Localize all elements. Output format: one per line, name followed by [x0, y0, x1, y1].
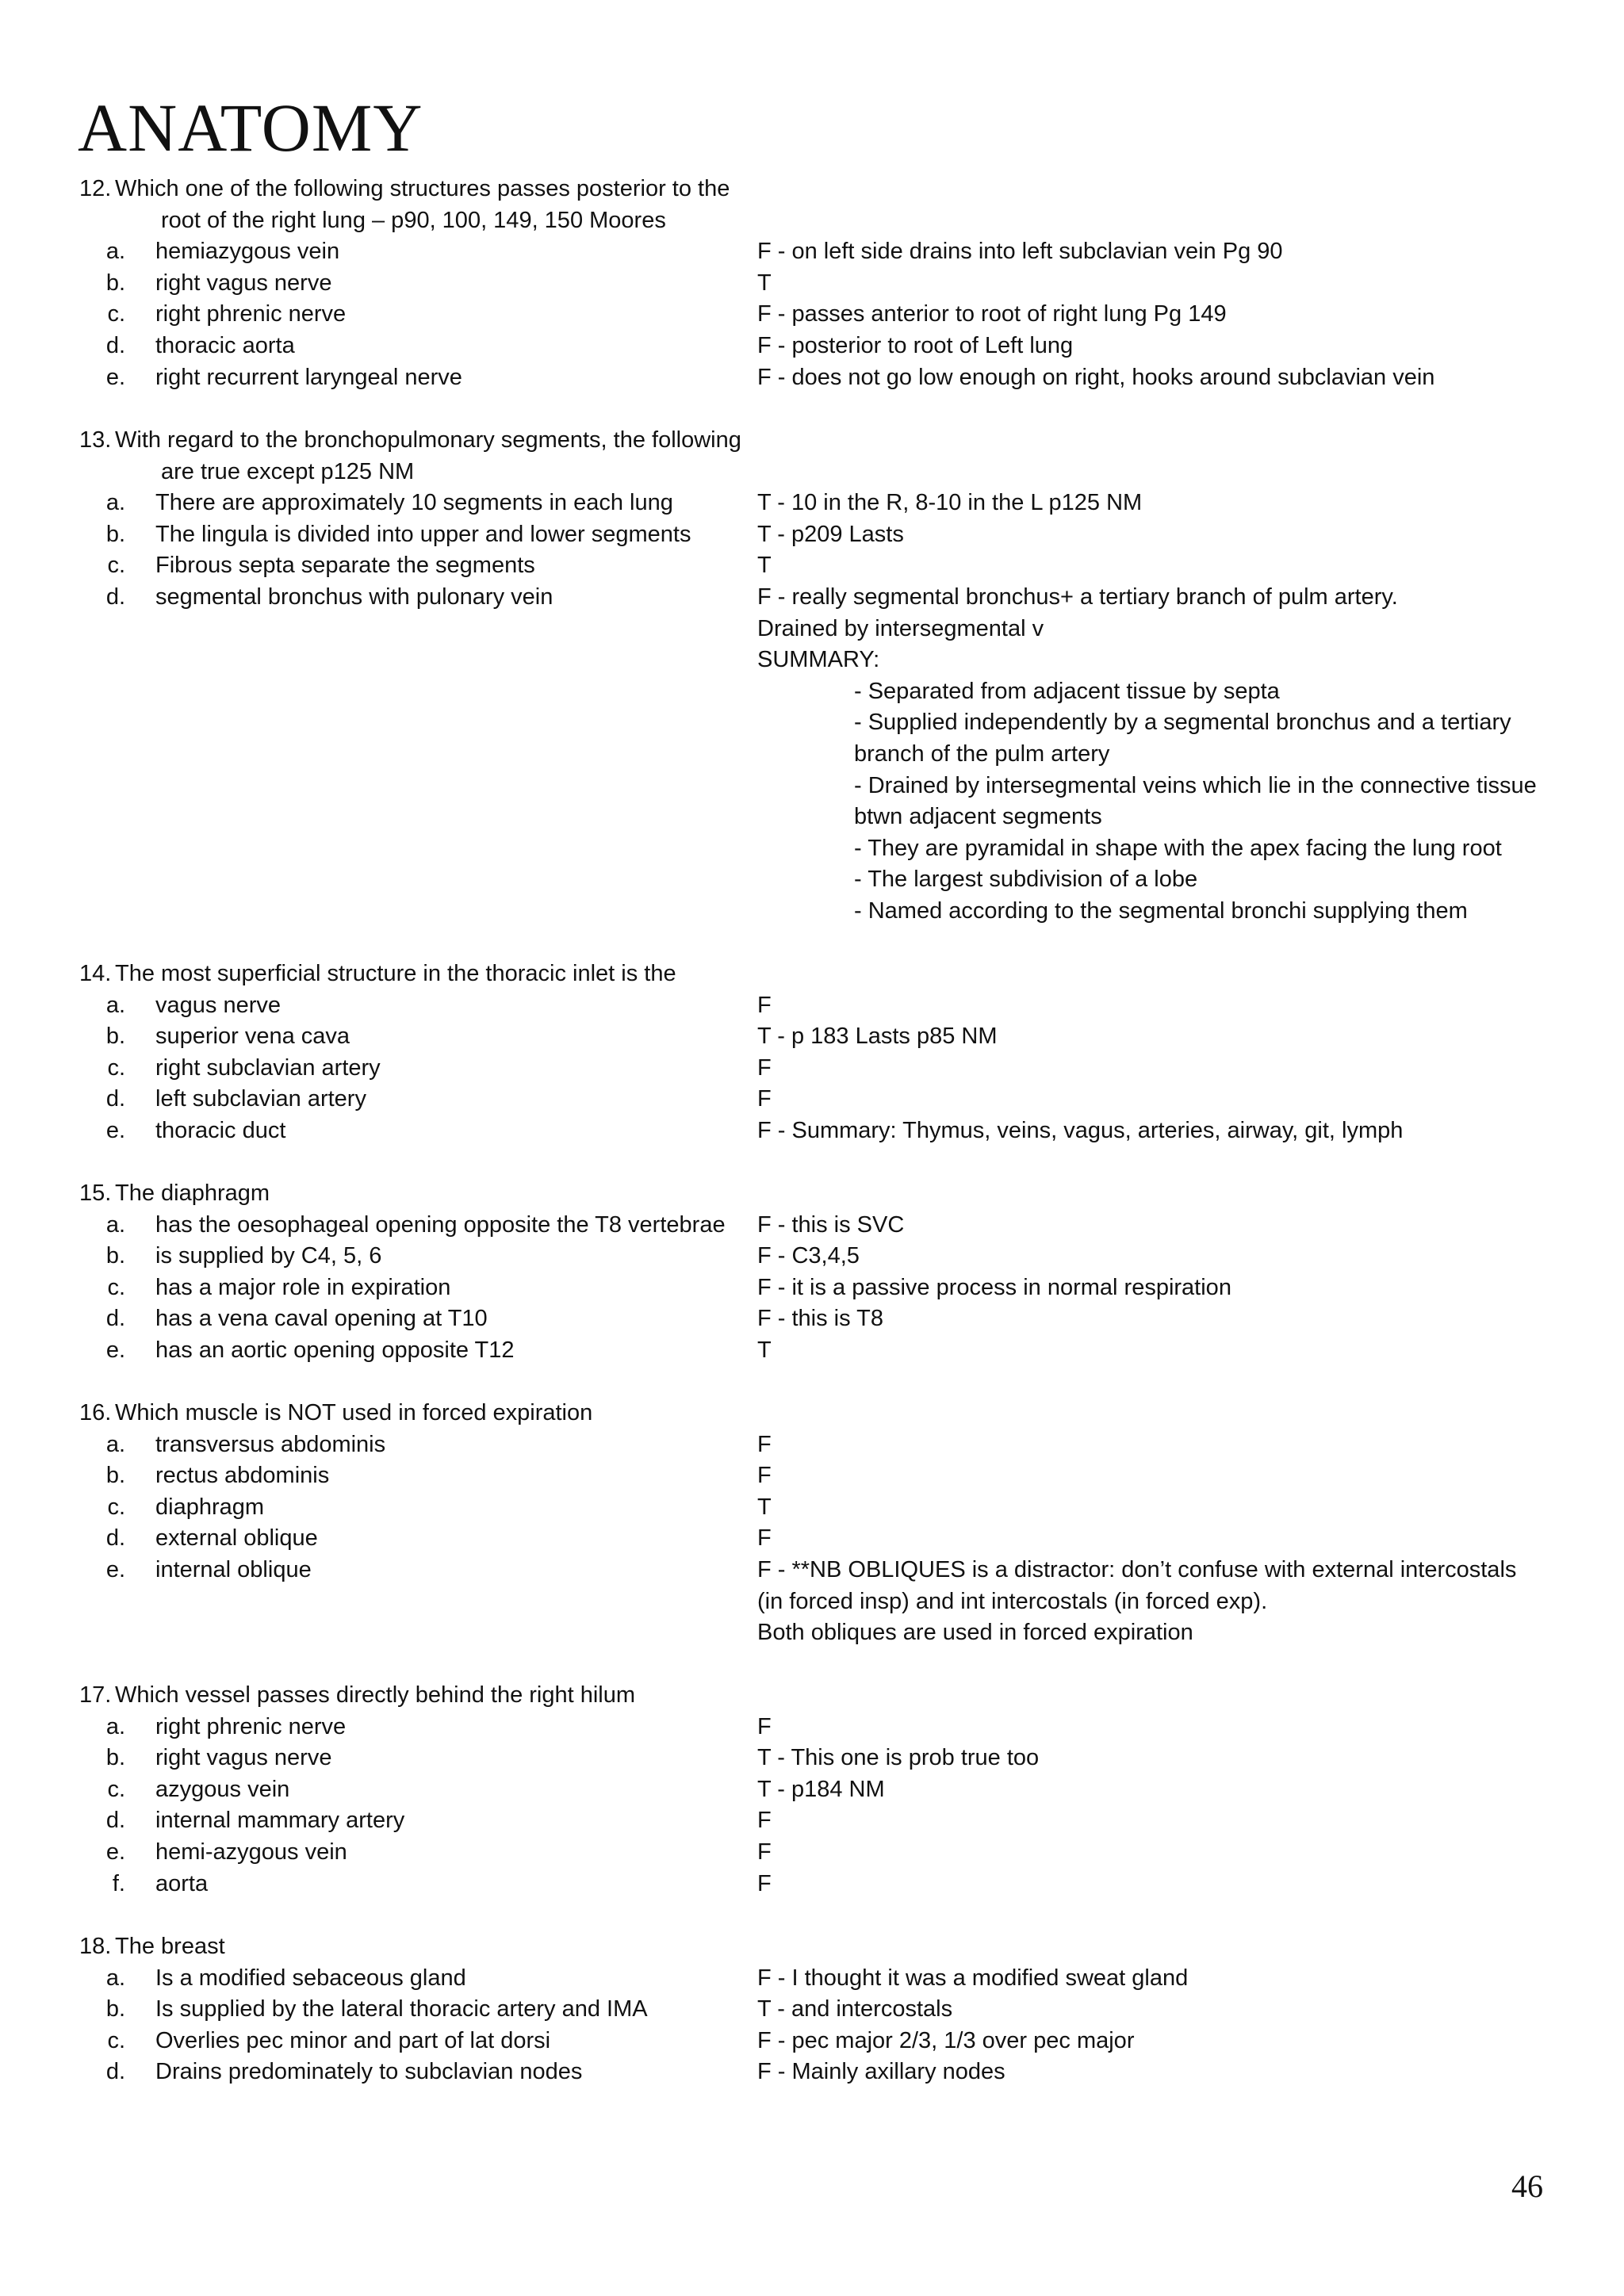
option-text: right vagus nerve	[155, 270, 332, 296]
option-letter: c.	[107, 1494, 125, 1520]
option-row	[0, 2028, 1624, 2060]
option-letter: c.	[107, 1776, 125, 1802]
summary-line: btwn adjacent segments	[854, 804, 1102, 830]
question-15	[0, 1181, 1624, 1369]
option-answer: T	[757, 270, 772, 296]
question-14	[0, 961, 1624, 1150]
option-letter: c.	[107, 2027, 125, 2053]
summary-line: - Separated from adjacent tissue by septa	[854, 678, 1280, 704]
question-number: 15.	[79, 1181, 112, 1206]
option-letter: a.	[105, 490, 125, 516]
option-row	[0, 1745, 1624, 1777]
option-answer: F - Mainly axillary nodes	[757, 2059, 1005, 2085]
option-text: rectus abdominis	[155, 1463, 330, 1489]
option-letter: c.	[107, 1054, 125, 1081]
question-stem: Which vessel passes directly behind the right hilum	[115, 1682, 636, 1708]
option-text: diaphragm	[155, 1494, 265, 1520]
summary-line: - The largest subdivision of a lobe	[854, 867, 1198, 893]
option-row	[0, 1839, 1624, 1871]
option-row	[0, 239, 1624, 270]
option-letter: a.	[105, 1211, 125, 1238]
option-letter: b.	[105, 1024, 125, 1050]
option-text: There are approximately 10 segments in each lung	[155, 490, 673, 516]
question-17	[0, 1682, 1624, 1902]
option-answer: F - really segmental bronchus+ a tertiary branch of pulm artery.	[757, 584, 1398, 610]
option-row	[0, 1525, 1624, 1557]
question-stem: Which muscle is NOT used in forced expiration	[115, 1400, 593, 1425]
option-text: has a major role in expiration	[155, 1274, 451, 1300]
option-text: thoracic aorta	[155, 332, 295, 358]
option-row	[0, 1306, 1624, 1337]
option-letter: e.	[105, 1337, 125, 1363]
option-text: hemi-azygous vein	[155, 1839, 347, 1865]
option-letter: e.	[105, 1839, 125, 1865]
option-row	[0, 333, 1624, 365]
option-text: transversus abdominis	[155, 1431, 386, 1457]
option-answer: F	[757, 1086, 772, 1112]
option-answer: F - passes anterior to root of right lung Pg 149	[757, 301, 1227, 327]
option-row	[0, 1432, 1624, 1464]
option-row	[0, 584, 1624, 616]
option-answer: F - this is T8	[757, 1306, 883, 1332]
option-text: has the oesophageal opening opposite the T8 vertebrae	[155, 1211, 726, 1238]
question-18	[0, 1934, 1624, 2091]
question-stem-continued: root of the right lung – p90, 100, 149, 150 Moores	[161, 207, 666, 233]
option-letter: d.	[105, 332, 125, 358]
option-text: external oblique	[155, 1525, 318, 1552]
option-row	[0, 1996, 1624, 2028]
option-row	[0, 301, 1624, 333]
option-letter: c.	[107, 553, 125, 579]
question-stem: The diaphragm	[115, 1181, 270, 1206]
option-row	[0, 522, 1624, 553]
option-row	[0, 1024, 1624, 1055]
option-answer: T - and intercostals	[757, 1996, 953, 2022]
question-12	[0, 176, 1624, 396]
question-stem: Which one of the following structures passes posterior to the	[115, 176, 730, 201]
option-letter: e.	[105, 1117, 125, 1143]
option-text: azygous vein	[155, 1776, 290, 1802]
option-text: Is supplied by the lateral thoracic artery and IMA	[155, 1996, 648, 2022]
option-answer: F - Summary: Thymus, veins, vagus, arteries, airway, git, lymph	[757, 1117, 1404, 1143]
option-row	[0, 1243, 1624, 1275]
option-answer: F	[757, 1525, 772, 1552]
option-letter: c.	[107, 1274, 125, 1300]
option-row	[0, 365, 1624, 396]
option-text: Fibrous septa separate the segments	[155, 553, 535, 579]
option-row	[0, 1212, 1624, 1244]
option-text: right vagus nerve	[155, 1745, 332, 1771]
option-answer: F - does not go low enough on right, hooks around subclavian vein	[757, 364, 1435, 390]
option-text: internal oblique	[155, 1556, 312, 1582]
option-letter: d.	[105, 1525, 125, 1552]
option-answer: F - it is a passive process in normal respiration	[757, 1274, 1231, 1300]
option-row	[0, 1086, 1624, 1118]
answer-note: (in forced insp) and int intercostals (in forced exp).	[757, 1588, 1268, 1614]
option-letter: a.	[105, 239, 125, 265]
option-letter: d.	[105, 584, 125, 610]
page-title: ANATOMY	[78, 90, 423, 166]
option-answer: F	[757, 992, 772, 1018]
option-letter: f.	[112, 1870, 125, 1896]
option-answer: T - p209 Lasts	[757, 521, 904, 547]
option-letter: d.	[105, 2059, 125, 2085]
option-row	[0, 1714, 1624, 1746]
option-text: right subclavian artery	[155, 1054, 381, 1081]
question-stem-continued: are true except p125 NM	[161, 458, 415, 484]
question-16	[0, 1400, 1624, 1651]
option-answer: F	[757, 1839, 772, 1865]
option-answer: T - 10 in the R, 8-10 in the L p125 NM	[757, 490, 1143, 516]
option-answer: F	[757, 1713, 772, 1739]
option-text: right phrenic nerve	[155, 301, 347, 327]
page-number: 46	[1511, 2168, 1543, 2204]
question-13	[0, 427, 1624, 930]
option-letter: d.	[105, 1306, 125, 1332]
option-text: The lingula is divided into upper and lower segments	[155, 521, 691, 547]
option-row	[0, 490, 1624, 522]
option-row	[0, 270, 1624, 302]
option-answer: T - This one is prob true too	[757, 1745, 1040, 1771]
option-letter: a.	[105, 1713, 125, 1739]
option-letter: b.	[105, 1243, 125, 1269]
question-number: 14.	[79, 961, 112, 986]
option-row	[0, 2059, 1624, 2091]
option-row	[0, 1494, 1624, 1526]
summary-line: - Drained by intersegmental veins which lie in the connective tissue	[854, 772, 1537, 798]
option-row	[0, 1055, 1624, 1087]
question-number: 13.	[79, 427, 112, 453]
question-number: 17.	[79, 1682, 112, 1708]
summary-heading: SUMMARY:	[757, 647, 880, 673]
option-letter: a.	[105, 1965, 125, 1991]
option-text: right phrenic nerve	[155, 1713, 347, 1739]
option-answer: F - posterior to root of Left lung	[757, 332, 1074, 358]
option-letter: b.	[105, 1996, 125, 2022]
question-number: 12.	[79, 176, 112, 201]
option-text: hemiazygous vein	[155, 239, 340, 265]
option-text: is supplied by C4, 5, 6	[155, 1243, 382, 1269]
option-row	[0, 993, 1624, 1024]
question-stem: With regard to the bronchopulmonary segments, the following	[115, 427, 741, 453]
option-answer: T - p184 NM	[757, 1776, 885, 1802]
option-text: superior vena cava	[155, 1024, 350, 1050]
option-letter: b.	[105, 521, 125, 547]
option-text: internal mammary artery	[155, 1808, 405, 1834]
option-text: thoracic duct	[155, 1117, 286, 1143]
option-answer: F - I thought it was a modified sweat gland	[757, 1965, 1189, 1991]
option-answer: F	[757, 1431, 772, 1457]
option-answer: F	[757, 1870, 772, 1896]
option-letter: a.	[105, 1431, 125, 1457]
option-answer: F - **NB OBLIQUES is a distractor: don’t confuse with external intercostals	[757, 1556, 1517, 1582]
question-stem: The breast	[115, 1934, 225, 1959]
option-letter: e.	[105, 1556, 125, 1582]
option-answer: F - C3,4,5	[757, 1243, 860, 1269]
answer-note: Both obliques are used in forced expiration	[757, 1620, 1193, 1646]
option-text: Overlies pec minor and part of lat dorsi	[155, 2027, 551, 2053]
option-row	[0, 553, 1624, 584]
answer-note: Drained by intersegmental v	[757, 615, 1044, 641]
option-answer: F - pec major 2/3, 1/3 over pec major	[757, 2027, 1135, 2053]
option-row	[0, 1871, 1624, 1903]
question-number: 16.	[79, 1400, 112, 1425]
option-answer: F	[757, 1463, 772, 1489]
option-answer: F	[757, 1054, 772, 1081]
option-row	[0, 1557, 1624, 1589]
option-letter: e.	[105, 364, 125, 390]
option-answer: T	[757, 553, 772, 579]
option-row	[0, 1337, 1624, 1369]
option-row	[0, 1118, 1624, 1150]
option-row	[0, 1275, 1624, 1307]
option-letter: c.	[107, 301, 125, 327]
option-letter: d.	[105, 1808, 125, 1834]
summary-line: - Supplied independently by a segmental bronchus and a tertiary	[854, 710, 1511, 736]
option-answer: T	[757, 1494, 772, 1520]
option-answer: F - this is SVC	[757, 1211, 905, 1238]
option-letter: b.	[105, 1745, 125, 1771]
option-letter: d.	[105, 1086, 125, 1112]
option-text: has an aortic opening opposite T12	[155, 1337, 515, 1363]
option-text: right recurrent laryngeal nerve	[155, 364, 462, 390]
option-text: Drains predominately to subclavian nodes	[155, 2059, 583, 2085]
option-text: vagus nerve	[155, 992, 281, 1018]
option-answer: T	[757, 1337, 772, 1363]
option-text: left subclavian artery	[155, 1086, 366, 1112]
summary-line: branch of the pulm artery	[854, 740, 1110, 767]
option-text: segmental bronchus with pulonary vein	[155, 584, 553, 610]
option-text: has a vena caval opening at T10	[155, 1306, 488, 1332]
option-text: Is a modified sebaceous gland	[155, 1965, 466, 1991]
option-answer: F	[757, 1808, 772, 1834]
option-answer: F - on left side drains into left subclavian vein Pg 90	[757, 239, 1283, 265]
option-row	[0, 1965, 1624, 1997]
option-row	[0, 1808, 1624, 1839]
option-letter: a.	[105, 992, 125, 1018]
option-text: aorta	[155, 1870, 209, 1896]
option-letter: b.	[105, 270, 125, 296]
option-row	[0, 1777, 1624, 1808]
option-letter: b.	[105, 1463, 125, 1489]
option-answer: T - p 183 Lasts p85 NM	[757, 1024, 998, 1050]
option-row	[0, 1463, 1624, 1494]
summary-line: - Named according to the segmental bronchi supplying them	[854, 897, 1468, 924]
summary-line: - They are pyramidal in shape with the apex facing the lung root	[854, 835, 1502, 861]
question-number: 18.	[79, 1934, 112, 1959]
question-stem: The most superficial structure in the thoracic inlet is the	[115, 961, 676, 986]
